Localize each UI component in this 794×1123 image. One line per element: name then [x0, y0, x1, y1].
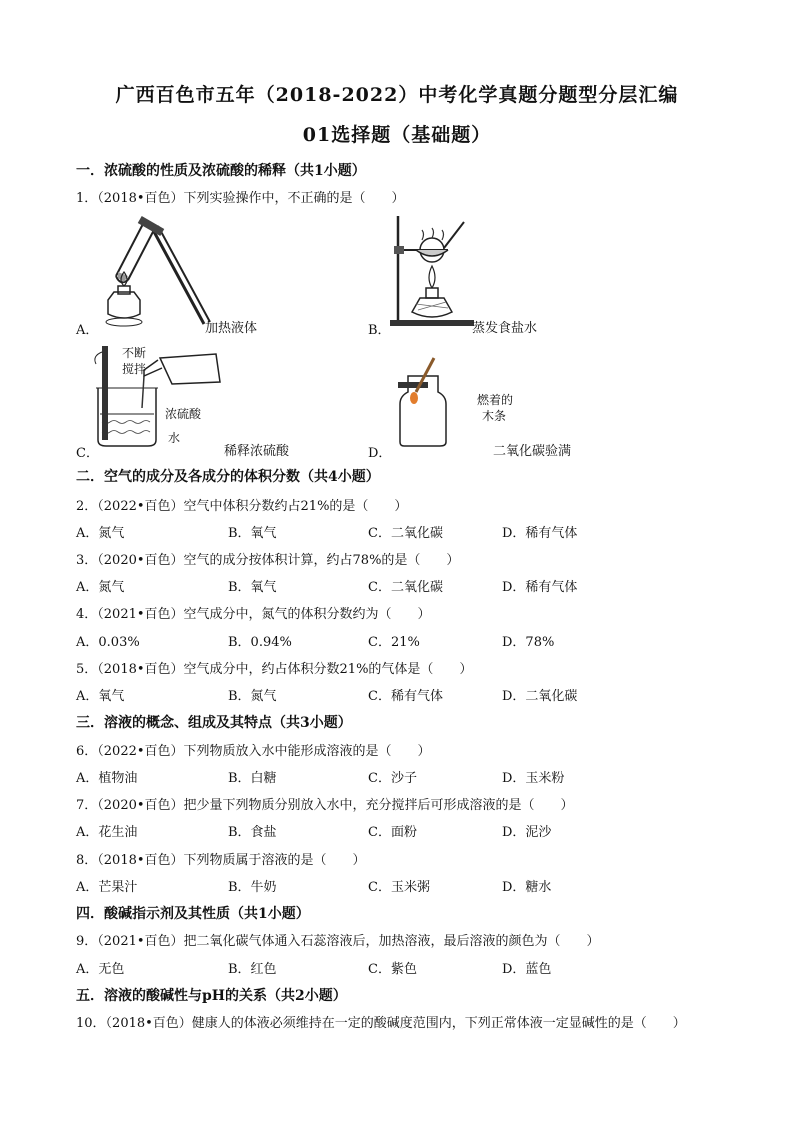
question-7-option: B．食盐	[228, 825, 277, 840]
option-1a-caption: 加热液体	[205, 321, 258, 336]
question-2-option: D．稀有气体	[502, 526, 578, 541]
question-10-stem: 10．（2018•百色）健康人的体液必须维持在一定的酸碱度范围内，下列正常体液一定显碱性的是（ ）	[76, 1016, 686, 1031]
question-6-option: C．沙子	[368, 771, 417, 786]
question-5-option: C．稀有气体	[368, 689, 443, 704]
question-3-stem: 3．（2020•百色）空气的成分按体积计算，约占78%的是（ ）	[76, 553, 460, 568]
question-8-option: C．玉米粥	[368, 880, 430, 895]
question-2-option: A．氮气	[76, 526, 125, 541]
document-subtitle: 01选择题（基础题）	[302, 124, 492, 146]
option-1a-label: A．	[76, 323, 99, 338]
question-4-stem: 4．（2021•百色）空气成分中，氮气的体积分数约为（ ）	[76, 607, 431, 622]
option-1b-label: B．	[368, 323, 391, 338]
question-3-option: A．氮气	[76, 580, 125, 595]
question-9-option: C．紫色	[368, 962, 417, 977]
question-3-option: B．氧气	[228, 580, 277, 595]
question-5-stem: 5．（2018•百色）空气成分中，约占体积分数21%的气体是（ ）	[76, 662, 473, 677]
option-1d-caption: 二氧化碳验满	[493, 444, 572, 459]
question-2-option: B．氧气	[228, 526, 277, 541]
question-7-option: A．花生油	[76, 825, 138, 840]
question-3-option: C．二氧化碳	[368, 580, 443, 595]
question-4-option: C．21%	[368, 635, 420, 650]
question-6-option: B．白糖	[228, 771, 277, 786]
question-8-option: D．糖水	[502, 880, 552, 895]
question-1-stem: 1．（2018•百色）下列实验操作中，不正确的是（ ）	[76, 191, 405, 206]
question-9-stem: 9．（2021•百色）把二氧化碳气体通入石蕊溶液后，加热溶液，最后溶液的颜色为（ ）	[76, 934, 600, 949]
heating-liquid-figure	[94, 214, 214, 334]
question-9-option: B．红色	[228, 962, 277, 977]
section-heading-3: 三．溶液的概念、组成及其特点（共3小题）	[76, 715, 352, 731]
label-stir-1: 不断	[122, 346, 147, 360]
evaporation-figure	[386, 214, 476, 332]
co2-test-figure	[394, 352, 470, 448]
question-3-option: D．稀有气体	[502, 580, 578, 595]
question-4-option: B．0.94%	[228, 635, 292, 650]
question-8-option: B．牛奶	[228, 880, 277, 895]
question-6-option: D．玉米粉	[502, 771, 565, 786]
option-1b-caption: 蒸发食盐水	[472, 321, 538, 336]
question-8-option: A．芒果汁	[76, 880, 138, 895]
question-5-option: B．氮气	[228, 689, 277, 704]
label-conc-acid: 浓硫酸	[165, 407, 202, 421]
option-1d-label: D．	[368, 446, 392, 461]
question-9-option: A．无色	[76, 962, 125, 977]
label-burning-1: 燃着的	[477, 393, 514, 407]
question-4-option: A．0.03%	[76, 635, 140, 650]
document-title: 广西百色市五年（2018-2022）中考化学真题分题型分层汇编	[115, 84, 679, 106]
label-water: 水	[168, 431, 181, 445]
question-6-stem: 6．（2022•百色）下列物质放入水中能形成溶液的是（ ）	[76, 744, 431, 759]
section-heading-1: 一．浓硫酸的性质及浓硫酸的稀释（共1小题）	[76, 163, 366, 179]
label-stir-2: 搅拌	[122, 362, 147, 376]
option-1c-label: C．	[76, 446, 99, 461]
question-2-option: C．二氧化碳	[368, 526, 443, 541]
question-2-stem: 2．（2022•百色）空气中体积分数约占21%的是（ ）	[76, 499, 408, 514]
question-6-option: A．植物油	[76, 771, 138, 786]
question-7-stem: 7．（2020•百色）把少量下列物质分别放入水中，充分搅拌后可形成溶液的是（ ）	[76, 798, 574, 813]
section-heading-2: 二．空气的成分及各成分的体积分数（共4小题）	[76, 469, 380, 485]
section-heading-4: 四．酸碱指示剂及其性质（共1小题）	[76, 906, 310, 922]
question-5-option: A．氧气	[76, 689, 125, 704]
question-9-option: D．蓝色	[502, 962, 552, 977]
label-burning-2: 木条	[482, 409, 507, 423]
question-8-stem: 8．（2018•百色）下列物质属于溶液的是（ ）	[76, 853, 366, 868]
section-heading-5: 五．溶液的酸碱性与pH的关系（共2小题）	[76, 988, 347, 1004]
option-1c-caption: 稀释浓硫酸	[224, 444, 290, 459]
question-4-option: D．78%	[502, 635, 555, 650]
dilution-figure	[88, 342, 230, 448]
question-7-option: C．面粉	[368, 825, 417, 840]
question-5-option: D．二氧化碳	[502, 689, 578, 704]
question-7-option: D．泥沙	[502, 825, 552, 840]
